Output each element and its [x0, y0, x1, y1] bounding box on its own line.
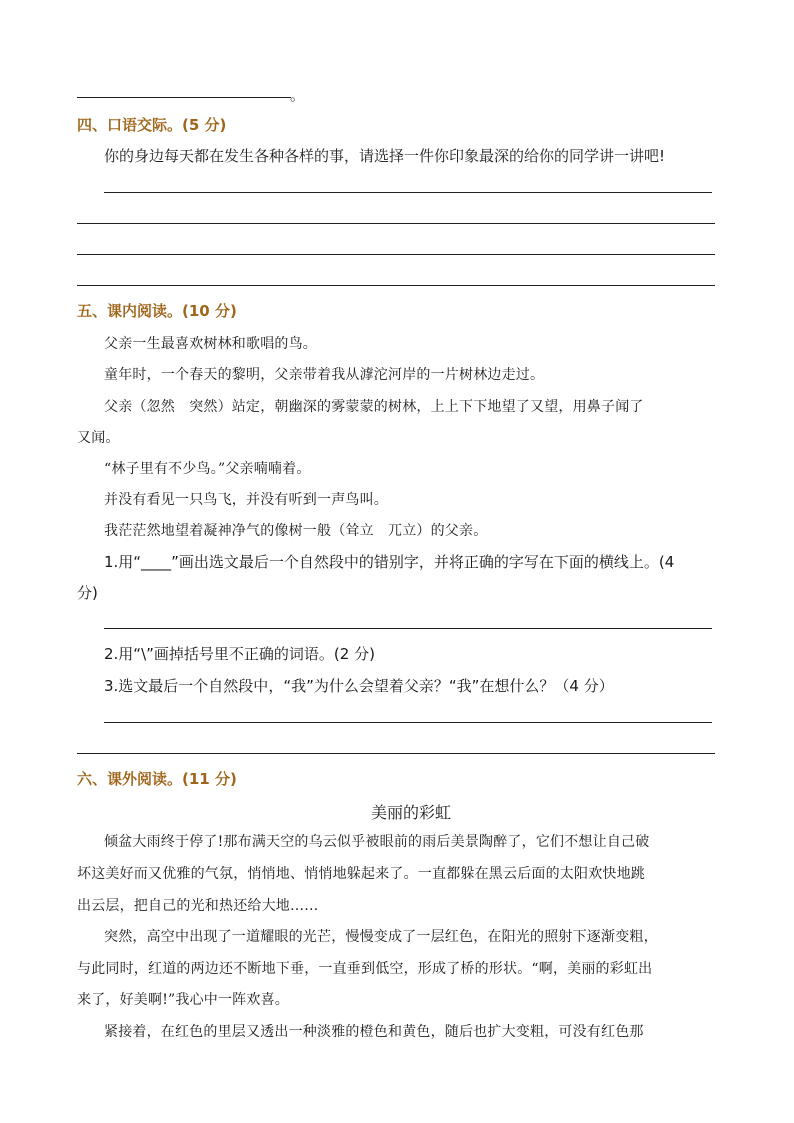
question-3: 3.选文最后一个自然段中，“我”为什么会望着父亲？“我”在想什么？（4 分）: [104, 677, 614, 695]
passage-line: 突然，高空中出现了一道耀眼的光芒，慢慢变成了一层红色，在阳光的照射下逐渐变粗，: [104, 929, 658, 945]
passage-line: 坏这美好而又优雅的气氛，悄悄地、悄悄地躲起来了。一直都躲在黑云后面的太阳欢快地跳: [77, 866, 645, 882]
answer-line: [77, 223, 715, 224]
section-heading-in-class-reading: 五、课内阅读。(10 分): [77, 302, 237, 320]
answer-line: [77, 753, 715, 754]
end-mark: 。: [290, 86, 306, 104]
passage-title: 美丽的彩虹: [371, 803, 452, 822]
answer-line: [104, 722, 712, 723]
passage-line: 父亲一生最喜欢树林和歌唱的鸟。: [104, 336, 317, 352]
question-2: 2.用“\”画掉括号里不正确的词语。(2 分): [104, 645, 375, 663]
section-heading-oral: 四、口语交际。(5 分): [77, 116, 227, 134]
answer-line: [77, 97, 291, 98]
question-1-continued: 分): [77, 584, 98, 602]
passage-line: 并没有看见一只鸟飞，并没有听到一声鸟叫。: [104, 492, 388, 508]
passage-line: 倾盆大雨终于停了!那布满天空的乌云似乎被眼前的雨后美景陶醉了，它们不想让自己破: [104, 834, 650, 850]
passage-line: 我茫茫然地望着凝神净气的像树一般（耸立 兀立）的父亲。: [104, 523, 488, 539]
passage-line: 紧接着，在红色的里层又透出一种淡雅的橙色和黄色，随后也扩大变粗，可没有红色那: [104, 1024, 644, 1040]
passage-line: 童年时，一个春天的黎明，父亲带着我从滹沱河岸的一片树林边走过。: [104, 367, 545, 383]
section-heading-extra-reading: 六、课外阅读。(11 分): [77, 770, 237, 788]
question-1: 1.用“____”画出选文最后一个自然段中的错别字，并将正确的字写在下面的横线上。(4: [104, 553, 675, 571]
answer-line: [104, 192, 712, 193]
passage-line: “林子里有不少鸟。”父亲喃喃着。: [104, 461, 311, 477]
passage-line: 与此同时，红道的两边还不断地下垂，一直垂到低空，形成了桥的形状。“啊，美丽的彩虹出: [77, 961, 653, 977]
passage-line: 父亲（忽然 突然）站定，朝幽深的雾蒙蒙的树林，上上下下地望了又望，用鼻子闻了: [104, 399, 644, 415]
answer-line: [77, 285, 715, 286]
passage-line: 来了，好美啊!”我心中一阵欢喜。: [77, 992, 289, 1008]
question-prompt: 你的身边每天都在发生各种各样的事，请选择一件你印象最深的给你的同学讲一讲吧!: [104, 147, 666, 165]
answer-line: [77, 254, 715, 255]
passage-line: 出云层，把自己的光和热还给大地……: [77, 898, 319, 914]
answer-line: [104, 628, 712, 629]
passage-line: 又闻。: [77, 430, 120, 446]
